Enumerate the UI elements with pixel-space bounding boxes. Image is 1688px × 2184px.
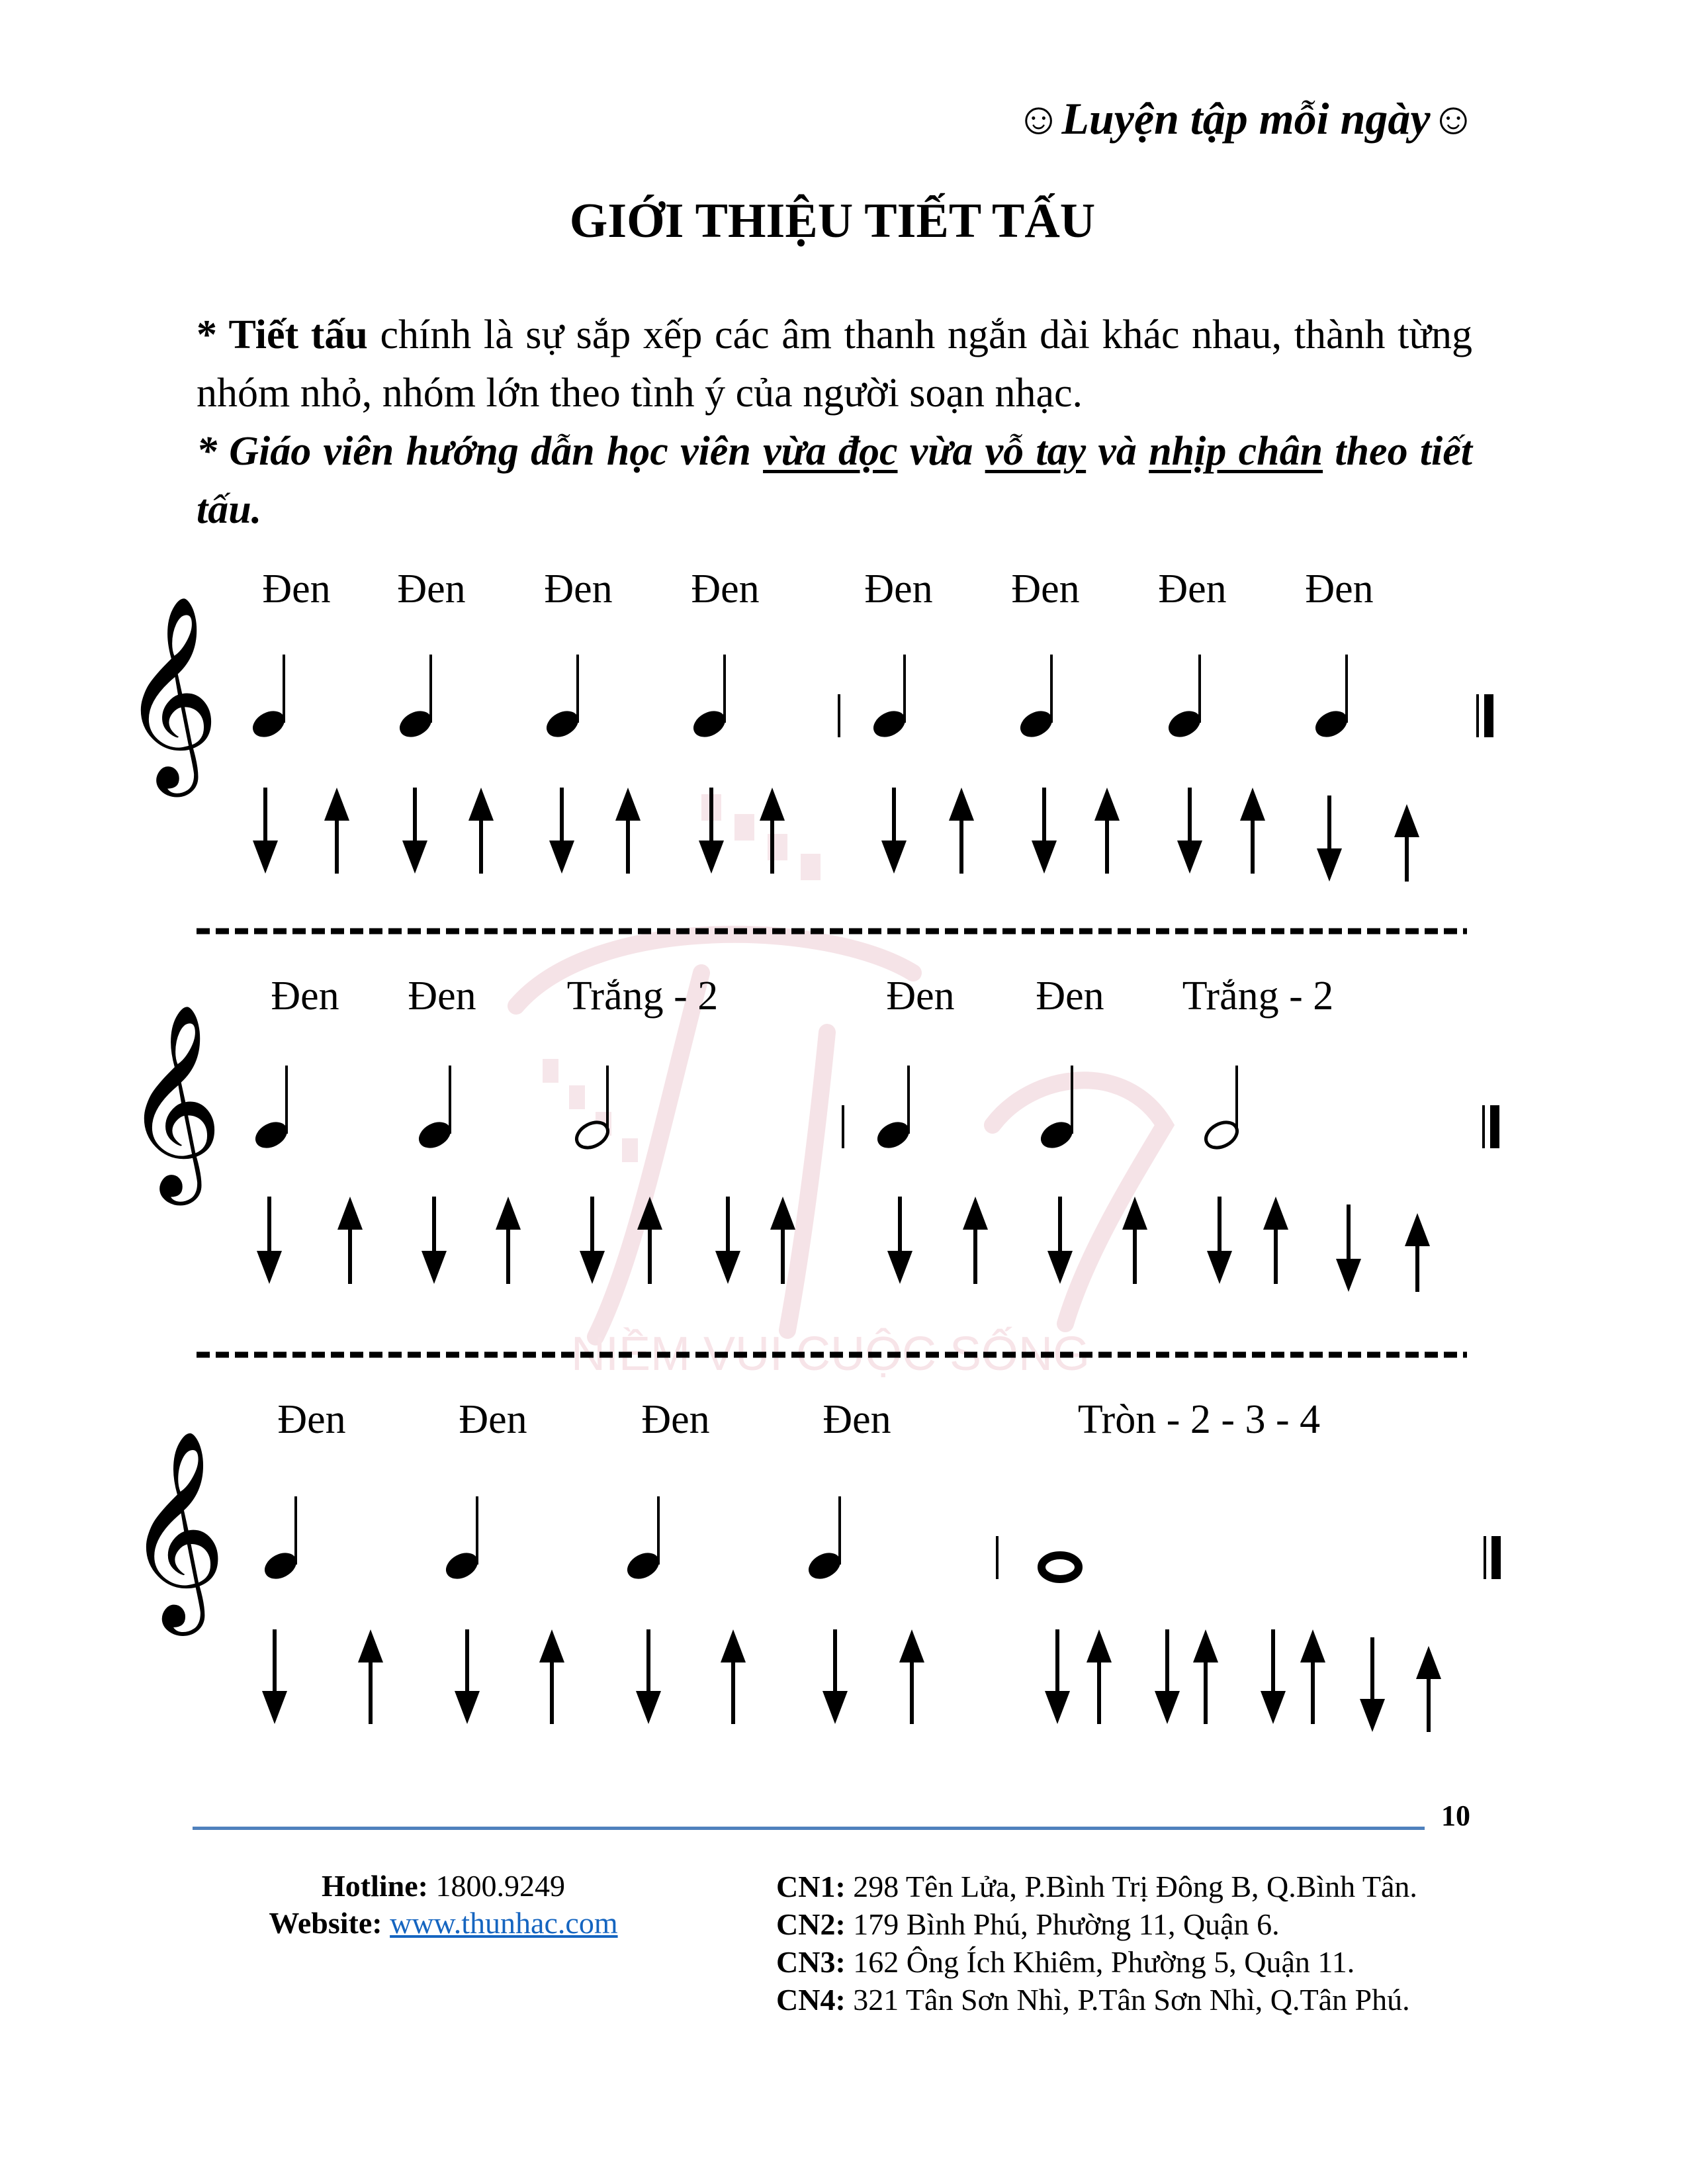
arrow-down-icon xyxy=(580,1197,605,1284)
branch-code: CN4: xyxy=(776,1983,846,2017)
emphasis-read: vừa đọc xyxy=(763,429,898,474)
note-name-label: Đen xyxy=(408,974,476,1019)
note-name-label: Đen xyxy=(641,1397,710,1442)
note-name-label: Đen xyxy=(864,567,933,612)
arrow-up-icon xyxy=(358,1629,383,1724)
branch-code: CN1: xyxy=(776,1870,846,1903)
hotline xyxy=(251,1868,635,1905)
note-name-label: Đen xyxy=(1036,974,1104,1019)
arrow-up-icon xyxy=(337,1197,363,1284)
arrow-down-icon xyxy=(257,1197,282,1284)
arrow-down-icon xyxy=(262,1629,287,1724)
note-name-label: Đen xyxy=(277,1397,346,1442)
note-name-label: Đen xyxy=(397,567,466,612)
arrow-up-icon xyxy=(1094,788,1120,874)
footer-branches xyxy=(776,1868,1417,2019)
arrow-up-icon xyxy=(1087,1629,1112,1724)
arrow-down-icon xyxy=(422,1197,447,1284)
instruction-text: * Giáo viên hướng dẫn học viên xyxy=(197,429,764,474)
arrow-down-icon xyxy=(402,788,427,874)
watermark-tagline: NIỀM VUI CUỘC SỐNG xyxy=(570,1328,1090,1381)
website-link[interactable]: www.thunhac.com xyxy=(390,1906,618,1940)
branch-code: CN3: xyxy=(776,1945,846,1979)
note-name-label: Đen xyxy=(262,567,331,612)
arrow-down-icon xyxy=(636,1629,661,1724)
arrow-up-icon xyxy=(963,1197,988,1284)
arrow-up-icon xyxy=(760,788,785,874)
arrow-down-icon xyxy=(1177,788,1202,874)
website xyxy=(251,1905,635,1942)
treble-clef-icon: 𝄞 xyxy=(125,1428,227,1627)
arrow-up-icon xyxy=(1300,1629,1325,1724)
note-name-label: Đen xyxy=(886,974,955,1019)
note-name-label: Trắng - 2 xyxy=(1182,974,1334,1019)
arrow-up-icon xyxy=(1122,1197,1147,1284)
note-name-label: Đen xyxy=(271,974,339,1019)
note-name-label: Đen xyxy=(1305,567,1374,612)
arrow-down-icon xyxy=(1045,1629,1070,1724)
rhythm-exercise-1 xyxy=(121,594,1493,882)
note-name-label: Trắng - 2 xyxy=(566,974,719,1019)
treble-clef-icon: 𝄞 xyxy=(120,594,220,789)
note-name-label: Đen xyxy=(459,1397,527,1442)
arrow-up-icon xyxy=(615,788,641,874)
note-name-label: Đen xyxy=(822,1397,891,1442)
final-barline-thick xyxy=(1490,1105,1499,1148)
instruction-text: vừa xyxy=(897,429,985,474)
arrow-up-icon xyxy=(899,1629,924,1724)
arrow-down-icon xyxy=(1047,1197,1073,1284)
arrow-up-icon xyxy=(949,788,974,874)
treble-clef-icon: 𝄞 xyxy=(124,1003,223,1197)
final-barline-thick xyxy=(1484,694,1493,737)
arrow-down-icon xyxy=(822,1629,848,1724)
arrow-down-icon xyxy=(253,788,278,874)
page-number: 10 xyxy=(1441,1799,1470,1832)
arrow-down-icon xyxy=(1155,1629,1180,1724)
note-name-label: Tròn - 2 - 3 - 4 xyxy=(1077,1397,1321,1442)
arrow-up-icon xyxy=(770,1197,795,1284)
arrow-down-icon xyxy=(455,1629,480,1724)
hotline-label: Hotline: xyxy=(322,1869,428,1903)
branch-item xyxy=(776,1981,1417,2019)
arrow-down-icon xyxy=(1360,1637,1385,1732)
arrow-down-icon xyxy=(549,788,574,874)
arrow-down-icon xyxy=(881,788,907,874)
header-motto: ☺Luyện tập mỗi ngày☺ xyxy=(1015,93,1476,144)
arrow-up-icon xyxy=(496,1197,521,1284)
branch-address: 298 Tên Lửa, P.Bình Trị Đông B, Q.Bình Tân. xyxy=(845,1870,1417,1903)
arrow-up-icon xyxy=(637,1197,662,1284)
term-tiet-tau: * Tiết tấu xyxy=(197,312,368,357)
arrow-up-icon xyxy=(721,1629,746,1724)
arrow-up-icon xyxy=(1416,1646,1441,1732)
hotline-value: 1800.9249 xyxy=(427,1869,565,1903)
website-label: Website: xyxy=(269,1906,382,1940)
arrow-down-icon xyxy=(1317,796,1342,882)
note-name-label: Đen xyxy=(1011,567,1080,612)
footer-contact xyxy=(251,1868,635,1942)
arrow-down-icon xyxy=(887,1197,912,1284)
branch-code: CN2: xyxy=(776,1907,846,1941)
instruction-text: theo tiết tấu. xyxy=(197,429,1473,532)
branch-item xyxy=(776,1943,1417,1981)
arrow-down-icon xyxy=(1032,788,1057,874)
arrow-down-icon xyxy=(699,788,724,874)
arrow-up-icon xyxy=(1193,1629,1218,1724)
rhythm-exercise-2 xyxy=(124,1003,1499,1292)
branch-address: 179 Bình Phú, Phường 11, Quận 6. xyxy=(845,1907,1280,1941)
arrow-up-icon xyxy=(1405,1213,1430,1292)
branch-address: 321 Tân Sơn Nhì, P.Tân Sơn Nhì, Q.Tân Phú. xyxy=(845,1983,1410,2017)
branch-item xyxy=(776,1868,1417,1905)
emphasis-clap: vỗ tay xyxy=(985,429,1087,474)
rhythm-exercise-3 xyxy=(126,1428,1501,1732)
arrow-down-icon xyxy=(1336,1205,1361,1292)
arrow-up-icon xyxy=(539,1629,564,1724)
footer-rule xyxy=(193,1827,1425,1830)
final-barline-thick xyxy=(1491,1536,1501,1579)
note-name-label: Đen xyxy=(1158,567,1227,612)
emphasis-foot: nhịp chân xyxy=(1149,429,1323,474)
arrow-down-icon xyxy=(715,1197,740,1284)
note-name-label: Đen xyxy=(691,567,760,612)
arrow-up-icon xyxy=(1240,788,1265,874)
arrow-up-icon xyxy=(1394,804,1419,882)
note-name-label: Đen xyxy=(544,567,613,612)
arrow-up-icon xyxy=(468,788,494,874)
arrow-up-icon xyxy=(324,788,349,874)
branch-item xyxy=(776,1905,1417,1943)
arrow-down-icon xyxy=(1261,1629,1286,1724)
definition-text: chính là sự sắp xếp các âm thanh ngắn dài khác nhau, thành từng nhóm nhỏ, nhóm lớn theo tình ý của người soạn nhạc. xyxy=(197,312,1472,416)
whole-note-icon xyxy=(1042,1555,1079,1579)
arrow-up-icon xyxy=(1263,1197,1288,1284)
arrow-down-icon xyxy=(1207,1197,1232,1284)
page-title: GIỚI THIỆU TIẾT TẤU xyxy=(569,194,1096,248)
branch-address: 162 Ông Ích Khiêm, Phường 5, Quận 11. xyxy=(845,1945,1355,1979)
instruction-text: và xyxy=(1086,429,1149,474)
